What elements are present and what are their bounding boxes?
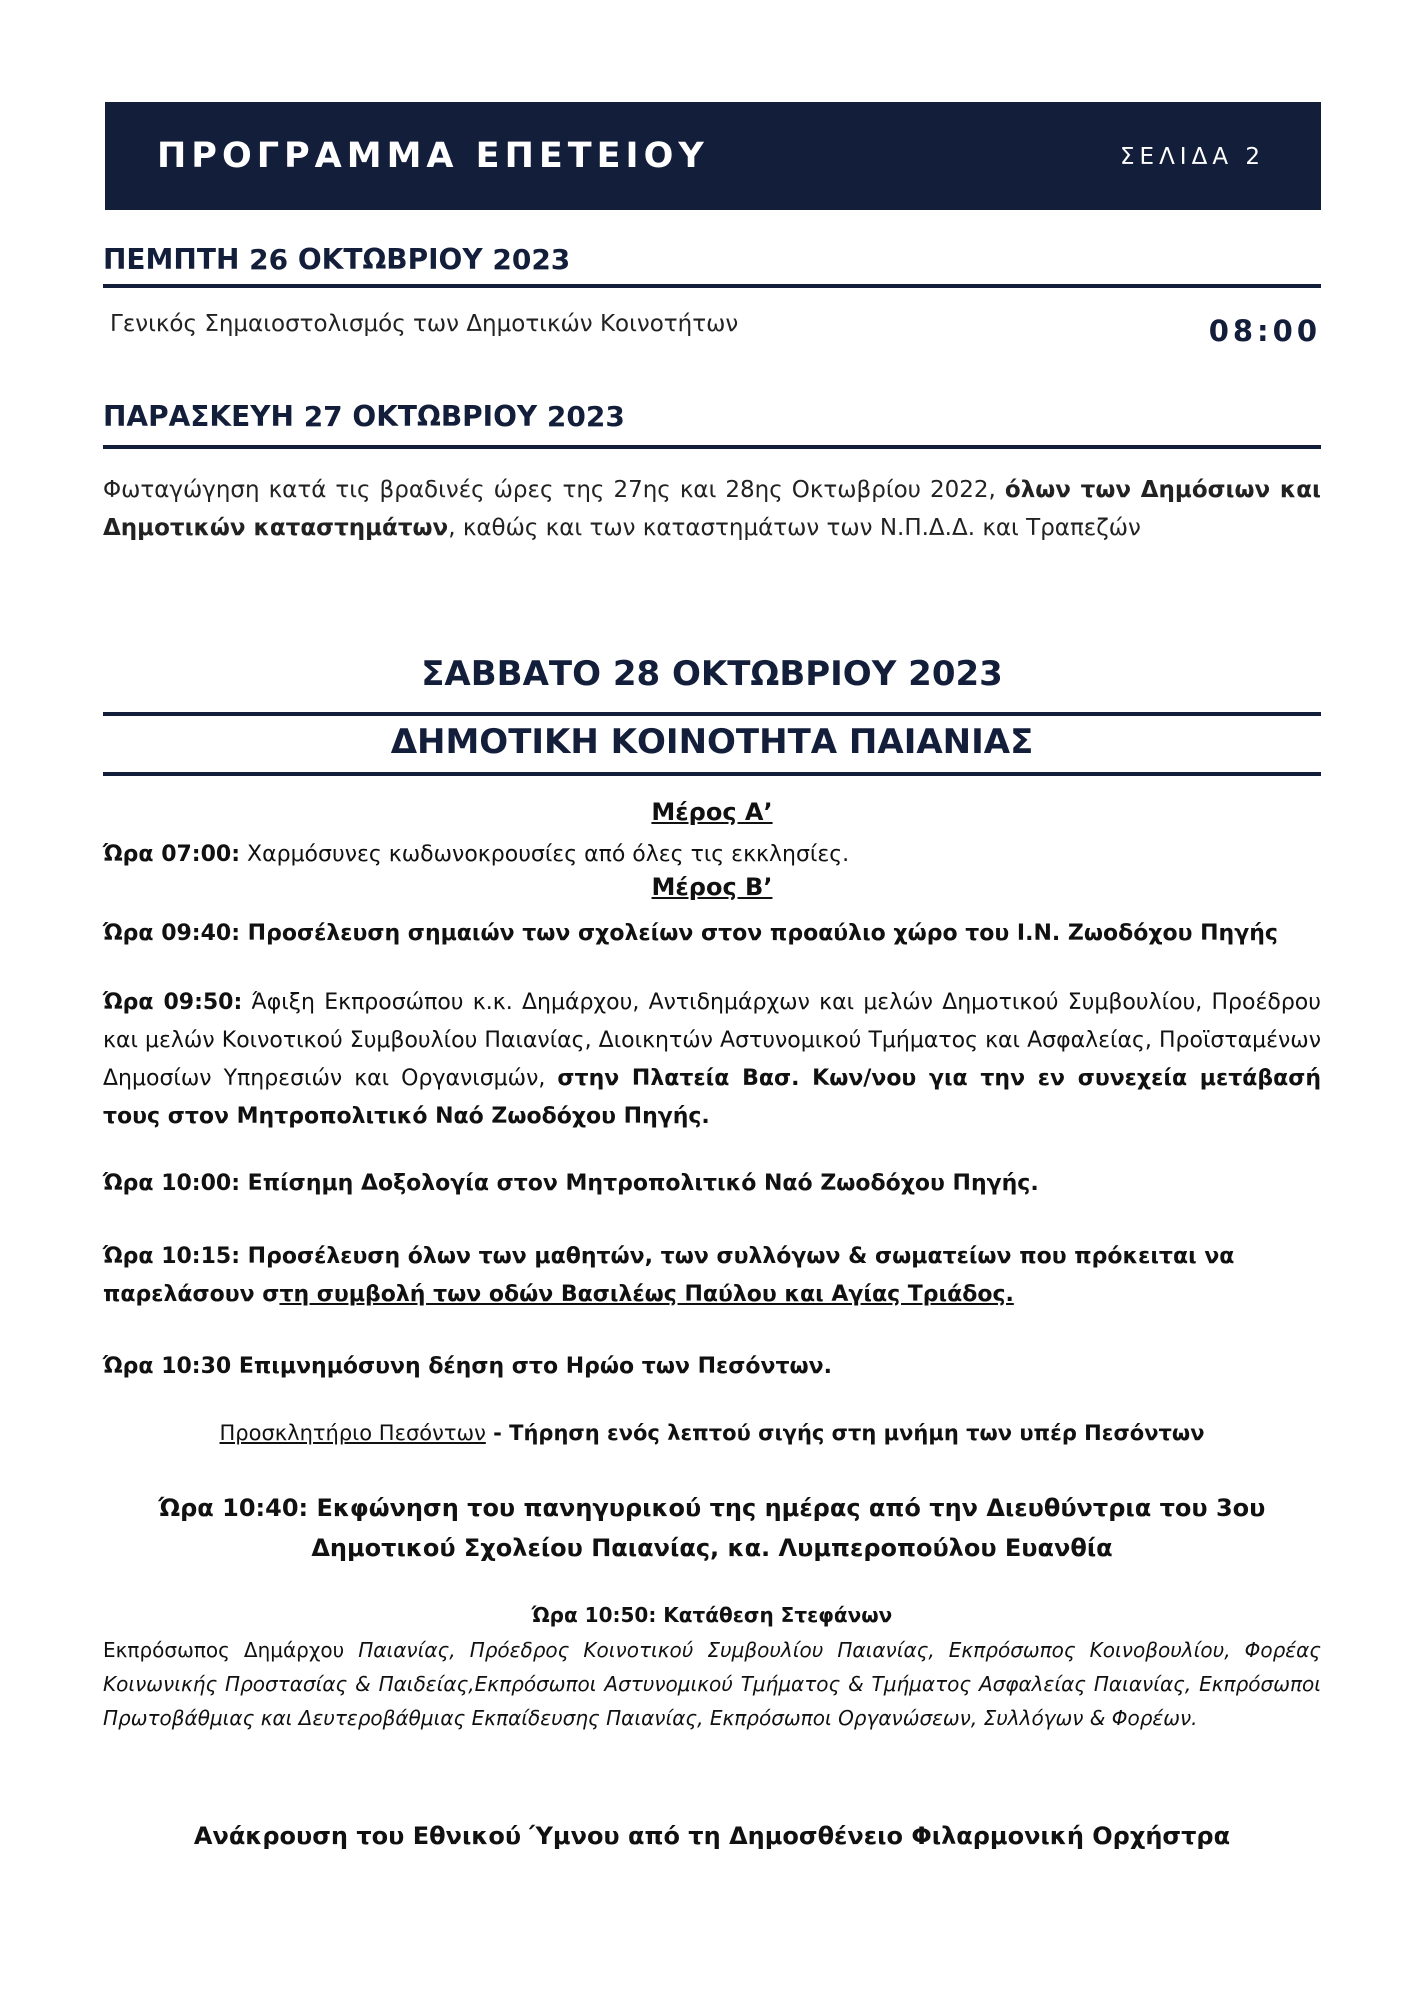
item-text: Ώρα 10:40: Εκφώνηση του πανηγυρικού της ημέρας από την Διευθύντρια του 3ου [158, 1494, 1266, 1522]
roll-call-line [103, 1421, 1321, 1445]
friday-paragraph [103, 471, 1321, 547]
friday-text-bold: όλων των Δημόσιων και Δημοτικών καταστημάτων [103, 477, 1321, 541]
divider [103, 712, 1321, 716]
saturday-heading: ΣΑΒΒΑΤΟ 28 ΟΚΤΩΒΡΙΟΥ 2023 [421, 654, 1003, 694]
wreath-text-italic: Παιανίας, Πρόεδρος Κοινοτικού Συμβουλίου Παιανίας, Εκπρόσωπος Κοινοβουλίου, Φορέας Κοινωνικής Προστασίας & Παιδείας,Εκπρόσωποι Αστυνομικού Τμήματος & Τμήματος Ασφαλείας Παιανίας, Εκπρόσωποι Πρωτοβάθμιας και Δευτεροβάθμιας Εκπαίδευσης Παιανίας, Εκπρόσωποι Οργανώσεων, Συλλόγων & Φορέων. [103, 1638, 1321, 1730]
schedule-item-0940 [103, 915, 1321, 953]
item-text: Ώρα 10:30 Επιμνημόσυνη δέηση στο Ηρώο των Πεσόντων. [103, 1354, 832, 1379]
item-text: - Τήρηση ενός λεπτού σιγής στη μνήμη των υπέρ Πεσόντων [485, 1421, 1205, 1445]
item-text: Άφιξη Εκπροσώπου κ.κ. Δημάρχου, Αντιδημάρχων και μελών Δημοτικού Συμβουλίου, Προέδρου και μελών Κοινοτικού Συμβουλίου Παιανίας, Διοικητών Αστυνομικού Τμήματος και Ασφαλείας, Προϊσταμένων Δημοσίων Υπηρεσιών και Οργανισμών, [103, 990, 1321, 1091]
schedule-item-0950 [103, 984, 1321, 1136]
friday-heading: ΠΑΡΑΣΚΕΥΗ 27 ΟΚΤΩΒΡΙΟΥ 2023 [103, 400, 625, 433]
page-header [105, 102, 1321, 210]
item-text-bold: στην Πλατεία Βασ. Κων/νου για την εν συνεχεία μετάβασή τους στον Μητροπολιτικό Ναό Ζωοδόχου Πηγής. [103, 1066, 1322, 1129]
schedule-item-1000 [103, 1165, 1321, 1203]
friday-text: , καθώς και των καταστημάτων των Ν.Π.Δ.Δ. και Τραπεζών [448, 515, 1141, 541]
divider [103, 772, 1321, 776]
item-text: Χαρμόσυνες κωδωνοκρουσίες από όλες τις εκκλησίες. [240, 842, 850, 867]
wreath-text: Εκπρόσωπος Δημάρχου [103, 1638, 359, 1662]
anthem-line: Ανάκρουση του Εθνικού Ύμνου από τη Δημοσθένειο Φιλαρμονική Ορχήστρα [193, 1822, 1231, 1850]
item-text: Δημοτικού Σχολείου Παιανίας, κα. Λυμπεροπούλου Ευανθία [311, 1534, 1113, 1562]
thursday-heading: ΠΕΜΠΤΗ 26 ΟΚΤΩΒΡΙΟΥ 2023 [103, 243, 571, 276]
divider [103, 445, 1321, 449]
item-text: Ώρα 09:40: Προσέλευση σημαιών των σχολείων στον προαύλιο χώρο του Ι.Ν. Ζωοδόχου Πηγής [103, 921, 1278, 946]
schedule-item-0700 [103, 836, 1321, 874]
community-heading: ΔΗΜΟΤΙΚΗ ΚΟΙΝΟΤΗΤΑ ΠΑΙΑΝΙΑΣ [390, 722, 1034, 762]
friday-text: Φωταγώγηση κατά τις βραδινές ώρες της 27ης και 28ης Οκτωβρίου 2022, [103, 477, 1005, 503]
part-a-heading: Μέρος Α’ [651, 798, 773, 826]
schedule-item-1015 [103, 1238, 1321, 1314]
thursday-time: 08:00 [1208, 314, 1321, 348]
time-label: Ώρα 09:50: [103, 990, 243, 1015]
wreath-list [103, 1633, 1321, 1735]
schedule-item-1050: Ώρα 10:50: Κατάθεση Στεφάνων [531, 1603, 893, 1627]
thursday-event: Γενικός Σημαιοστολισμός των Δημοτικών Κοινοτήτων [110, 311, 739, 337]
part-b-heading: Μέρος Β’ [651, 873, 773, 901]
schedule-item-1040 [103, 1488, 1321, 1568]
time-label: Ώρα 07:00: [103, 842, 241, 867]
roll-call-link: Προσκλητήριο Πεσόντων [219, 1421, 486, 1445]
item-text: Ώρα 10:00: Επίσημη Δοξολογία στον Μητροπολιτικό Ναό Ζωοδόχου Πηγής. [103, 1171, 1039, 1196]
item-text: Ώρα 10:15: Προσέλευση όλων των μαθητών, των συλλόγων & σωματείων που πρόκειται να παρελάσουν σ [103, 1244, 1235, 1307]
divider [103, 284, 1321, 288]
item-text-underlined: τη συμβολή των οδών Βασιλέως Παύλου και Αγίας Τριάδος. [279, 1282, 1014, 1307]
document-title: ΠΡΟΓΡΑΜΜΑ ΕΠΕΤΕΙΟΥ [157, 136, 709, 176]
schedule-item-1030 [103, 1348, 1321, 1386]
page-number: ΣΕΛΙΔΑ 2 [1120, 144, 1265, 170]
